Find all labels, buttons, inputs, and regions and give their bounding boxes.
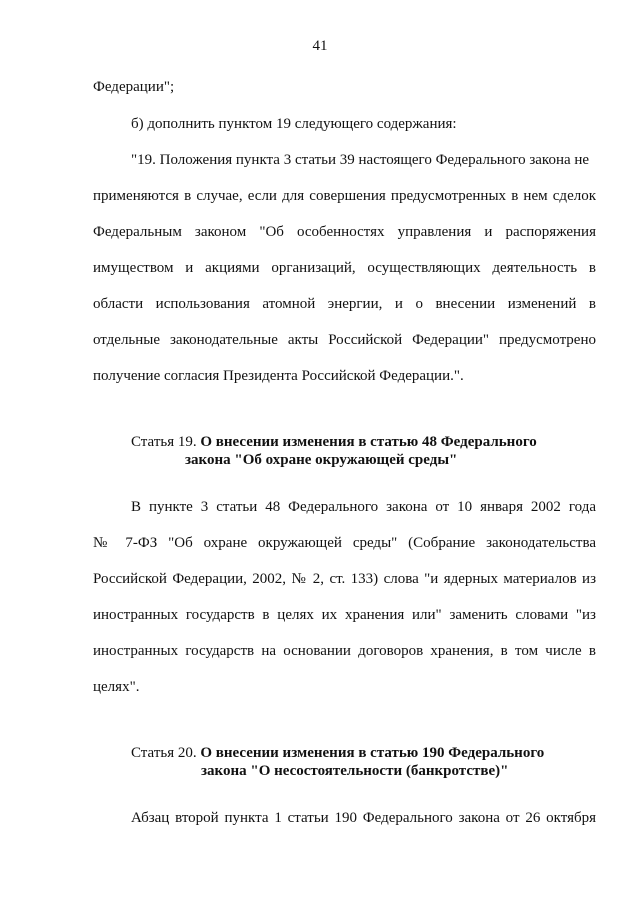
text-line: Абзац второй пункта 1 статьи 190 Федерального закона от 26 октября: [131, 810, 596, 826]
text-line: Федеральным законом "Об особенностях управления и распоряжения: [93, 224, 596, 240]
article-20-prefix: Статья 20.: [131, 745, 197, 761]
text-line: "19. Положения пункта 3 статьи 39 настоящего Федерального закона не: [131, 152, 590, 168]
article-20-title-line1: О внесении изменения в статью 190 Федерального: [200, 745, 545, 761]
text-line: имуществом и акциями организаций, осуществляющих деятельность в: [93, 260, 596, 276]
text-line: иностранных государств на основании договоров хранения, в том числе в: [93, 643, 596, 659]
text-line: иностранных государств в целях их хранения или" заменить словами "из: [93, 607, 596, 623]
article-20-heading: [131, 744, 544, 762]
text-line: Федерации";: [93, 79, 175, 95]
text-line: отдельные законодательные акты Российской Федерации" предусмотрено: [93, 332, 596, 348]
text-line: целях".: [93, 679, 140, 695]
text-line: применяются в случае, если для совершения предусмотренных в нем сделок: [93, 188, 596, 204]
article-19-title-line2: закона "Об охране окружающей среды": [185, 452, 458, 468]
article-19-heading: [131, 433, 537, 451]
text-line: № 7-ФЗ "Об охране окружающей среды" (Собрание законодательства: [93, 535, 596, 551]
text-line: получение согласия Президента Российской Федерации.".: [93, 368, 464, 384]
article-20-title-line2: закона "О несостоятельности (банкротстве)": [201, 763, 509, 779]
article-19-title-line1: О внесении изменения в статью 48 Федерального: [200, 434, 537, 450]
text-line: Российской Федерации, 2002, № 2, ст. 133) слова "и ядерных материалов из: [93, 571, 596, 587]
text-line: б) дополнить пунктом 19 следующего содержания:: [131, 116, 457, 132]
article-19-prefix: Статья 19.: [131, 434, 197, 450]
page-number: 41: [312, 38, 328, 54]
text-line: области использования атомной энергии, и о внесении изменений в: [93, 296, 596, 312]
article-19-heading-cont: [185, 451, 457, 469]
article-20-heading-cont: [201, 762, 508, 780]
text-line: В пункте 3 статьи 48 Федерального закона от 10 января 2002 года: [131, 499, 596, 515]
